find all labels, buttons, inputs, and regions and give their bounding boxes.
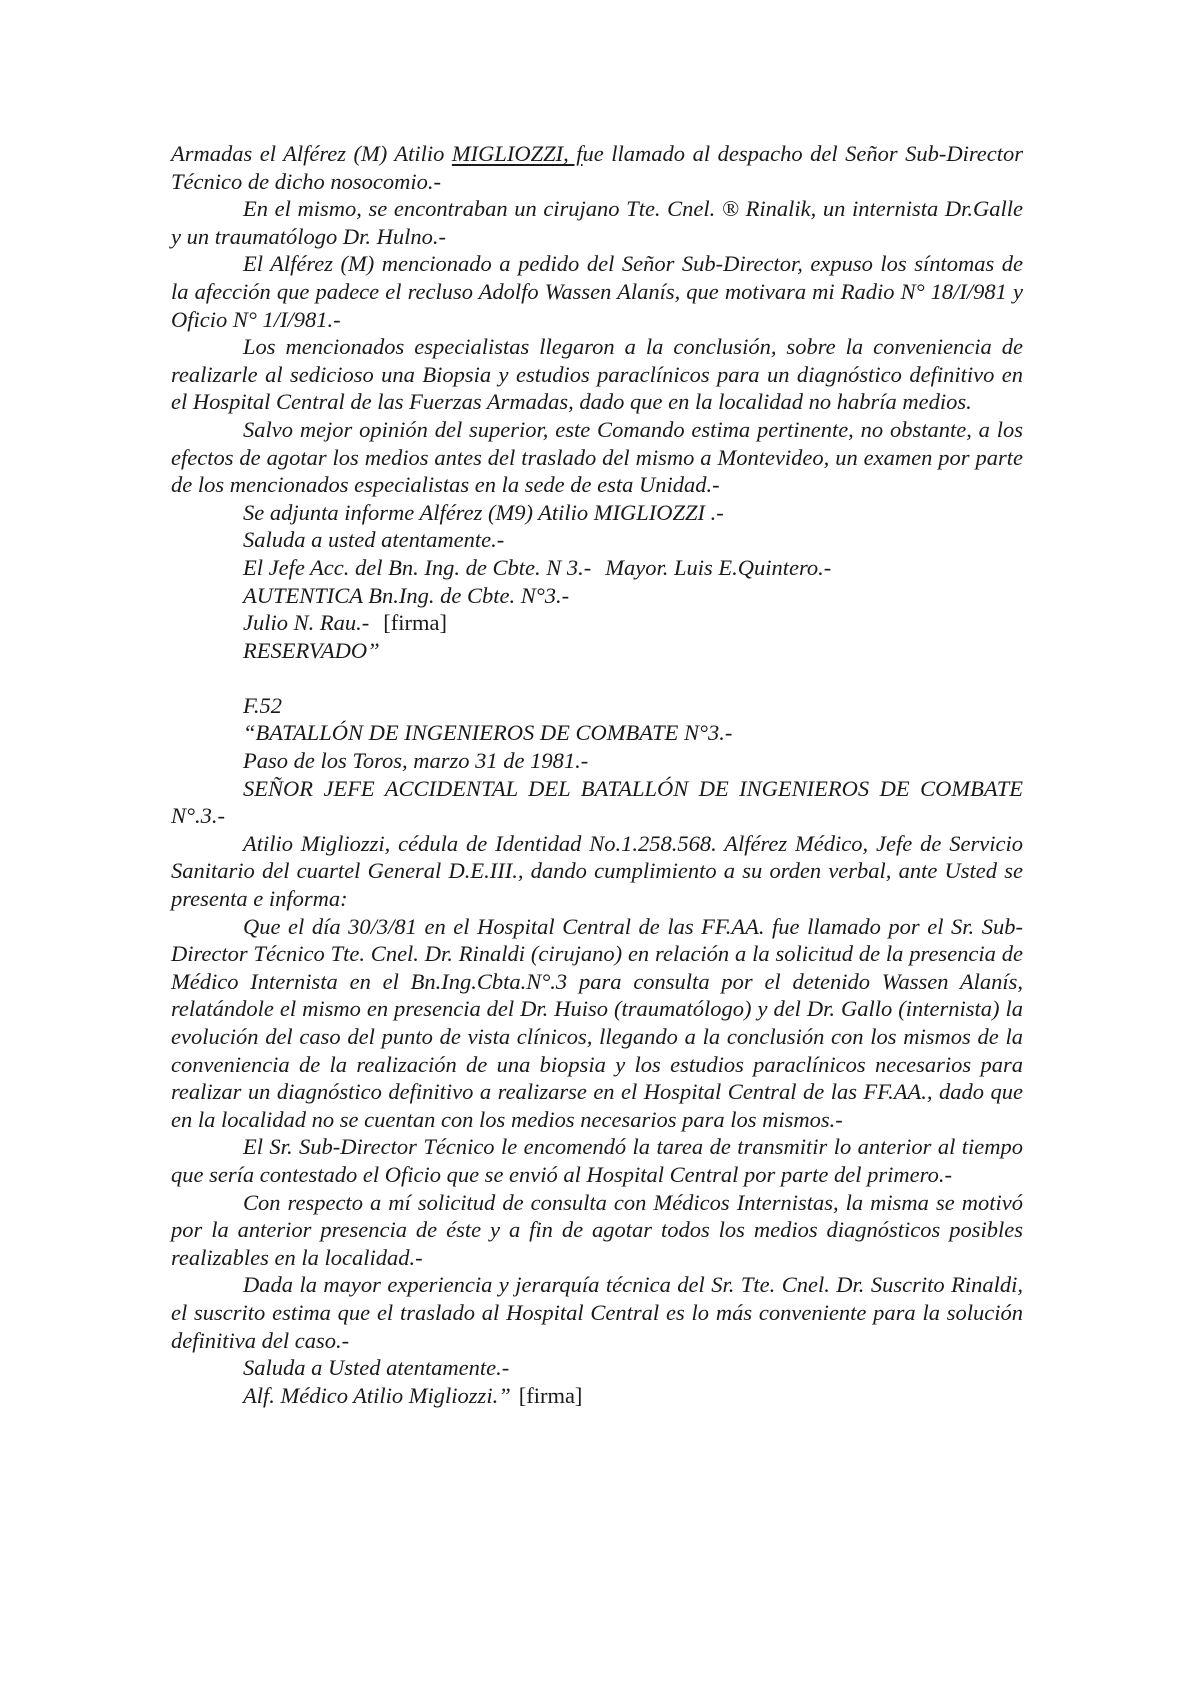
paragraph-8: Que el día 30/3/81 en el Hospital Central de las FF.AA. fue llamado por el Sr. Sub-Director Técnico Tte. Cnel. Dr. Rinaldi (cirujano) en relación a la solicitud de la presencia de Médico Internista en el Bn.Ing.Cbta.N°.3 para consulta por el detenido Wassen Alanís, relatándole el mismo en presencia del Dr. Huiso (traumatólogo) y del Dr. Gallo (internista) la evolución del caso del punto de vista clínicos, llegando a la conclusión con los mismos de la conveniencia de la realización de una biopsia y los estudios paraclínicos necesarios para realizar un diagnóstico definitivo a realizarse en el Hospital Central de las FF.AA., dado que en la localidad no se cuentan con los medios necesarios para los mismos.- <box>171 913 1023 1132</box>
attachment-line: Se adjunta informe Alférez (M9) Atilio MIGLIOZZI .- <box>243 499 724 525</box>
folio-number: F.52 <box>243 692 282 718</box>
paragraph-10: Con respecto a mí solicitud de consulta con Médicos Internistas, la misma se motivó por la anterior presencia de éste y a fin de agotar todos los medios diagnósticos posibles realizables en la localidad.- <box>171 1189 1023 1270</box>
unit-heading: “BATALLÓN DE INGENIEROS DE COMBATE N°3.- <box>243 720 733 746</box>
signature-mark: [firma] <box>383 610 447 636</box>
final-signatory-line <box>171 1382 1023 1410</box>
paragraph-1 <box>171 140 1023 195</box>
authenticator-name: Julio N. Rau.- <box>243 610 370 636</box>
classification-line: RESERVADO” <box>243 637 380 663</box>
paragraph-7: Atilio Migliozzi, cédula de Identidad No.1.258.568. Alférez Médico, Jefe de Servicio Sanitario del cuartel General D.E.III., dando cumplimiento a su orden verbal, ante Usted se presenta e informa: <box>171 830 1023 912</box>
underlined-name: MIGLIOZZI, f <box>451 141 583 166</box>
place-date: Paso de los Toros, marzo 31 de 1981.- <box>243 748 589 774</box>
paragraph-9: El Sr. Sub-Director Técnico le encomendó la tarea de transmitir lo anterior al tiempo que sería contestado el Oficio que se envió al Hospital Central por parte del primero.- <box>171 1134 1023 1187</box>
signatory-title: El Jefe Acc. del Bn. Ing. de Cbte. N 3.- <box>243 554 592 580</box>
final-signature-mark: [firma] <box>518 1382 583 1408</box>
authenticator-line <box>171 609 1023 637</box>
authentication-line: AUTENTICA Bn.Ing. de Cbte. N°3.- <box>243 582 570 608</box>
paragraph-5: Salvo mejor opinión del superior, este Comando estima pertinente, no obstante, a los efectos de agotar los medios antes del traslado del mismo a Montevideo, un examen por parte de los mencionados especialistas en la sede de esta Unidad.- <box>171 416 1023 498</box>
greeting-line: Saluda a usted atentamente.- <box>243 527 505 553</box>
paragraph-11: Dada la mayor experiencia y jerarquía técnica del Sr. Tte. Cnel. Dr. Suscrito Rinaldi, el suscrito estima que el traslado al Hospital Central es lo más conveniente para la solución definitiva del caso.- <box>171 1272 1023 1353</box>
p1-text-b: ue llamado al despacho del Señor Sub-Director Técnico de dicho nosocomio.- <box>171 141 1023 194</box>
signatory-line <box>171 554 1023 582</box>
paragraph-3: El Alférez (M) mencionado a pedido del Señor Sub-Director, expuso los síntomas de la afección que padece el recluso Adolfo Wassen Alanís, que motivara mi Radio N° 18/I/981 y Oficio N° 1/I/981.- <box>171 251 1023 332</box>
closing-line: Saluda a Usted atentamente.- <box>243 1355 510 1381</box>
spacer <box>171 664 1023 692</box>
addressee: SEÑOR JEFE ACCIDENTAL DEL BATALLÓN DE INGENIEROS DE COMBATE N°.3.- <box>171 775 1023 829</box>
final-signatory-name: Alf. Médico Atilio Migliozzi.” <box>243 1382 511 1408</box>
paragraph-4: Los mencionados especialistas llegaron a la conclusión, sobre la conveniencia de realizarle al sedicioso una Biopsia y estudios paraclínicos para un diagnóstico definitivo en el Hospital Central de las Fuerzas Armadas, dado que en la localidad no habría medios. <box>171 334 1023 415</box>
document-page <box>171 140 1023 1409</box>
paragraph-2: En el mismo, se encontraban un cirujano Tte. Cnel. ® Rinalik, un internista Dr.Galle y un traumatólogo Dr. Hulno.- <box>171 196 1023 249</box>
p1-text-a: Armadas el Alférez (M) Atilio <box>171 141 452 166</box>
signatory-name: Mayor. Luis E.Quintero.- <box>605 554 832 580</box>
